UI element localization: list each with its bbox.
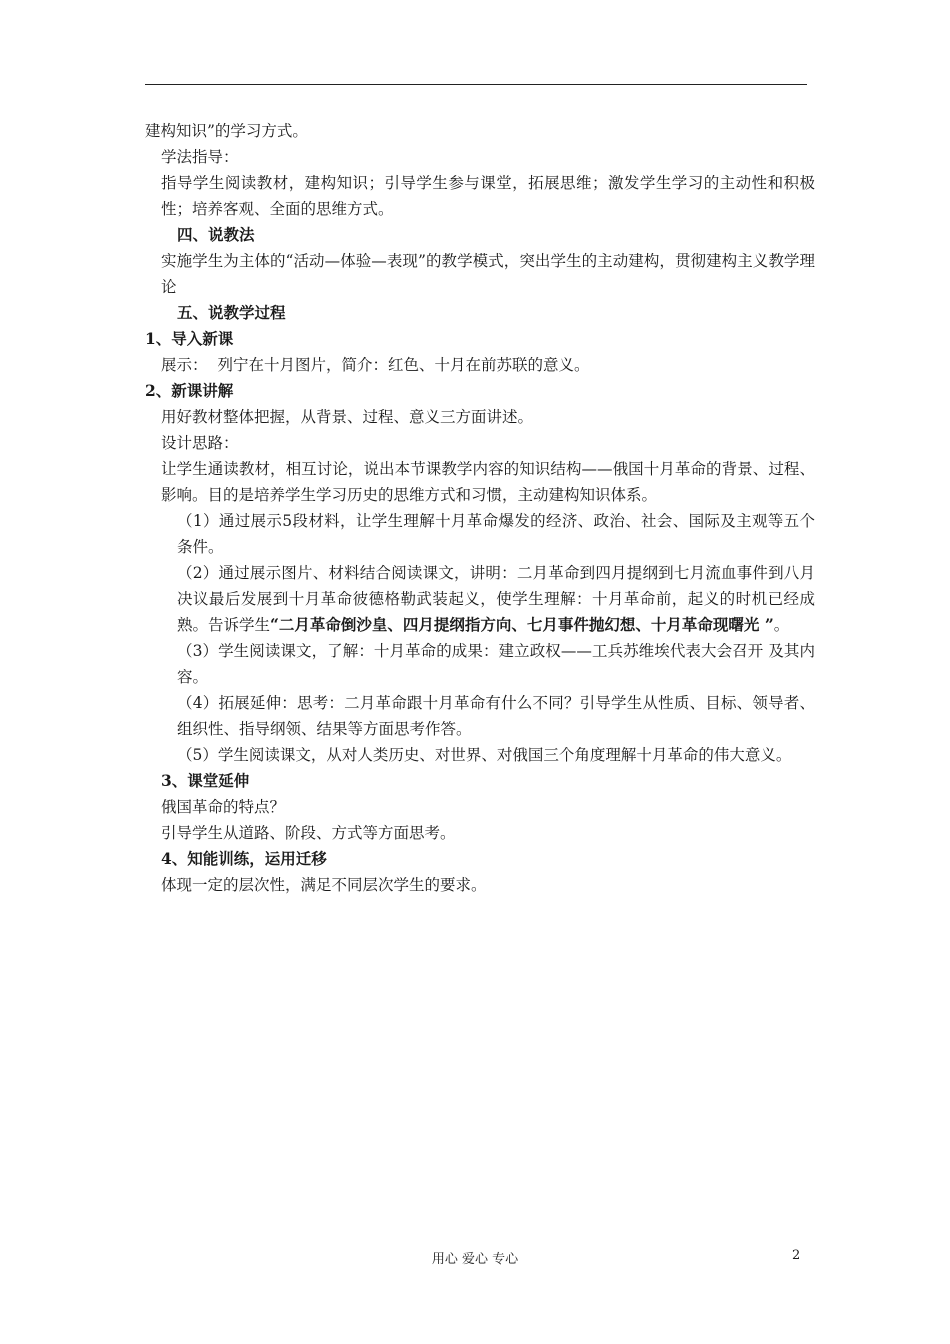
list-item: （4）拓展延伸：思考：二月革命跟十月革命有什么不同？引导学生从性质、目标、领导者、组织性、指导纲领、结果等方面思考作答。 (177, 694, 815, 738)
step-heading-3: 3、课堂延伸 (161, 771, 250, 790)
step-heading-2: 2、新课讲解 (145, 381, 234, 400)
list-item: （5）学生阅读课文，从对人类历史、对世界、对俄国三个角度理解十月革命的伟大意义。 (177, 746, 792, 764)
paragraph: 引导学生从道路、阶段、方式等方面思考。 (161, 824, 456, 842)
page-number: 2 (792, 1248, 801, 1263)
document-body (145, 118, 815, 898)
item-end: 。 (773, 616, 790, 634)
paragraph: 俄国革命的特点？ (161, 798, 286, 816)
paragraph: 实施学生为主体的“活动—体验—表现”的教学模式，突出学生的主动建构，贯彻建构主义教学理论 (161, 252, 815, 296)
list-item: （3）学生阅读课文，了解：十月革命的成果：建立政权——工兵苏维埃代表大会召开 及其内容。 (177, 642, 815, 686)
item-text: （2）通过展示图片、材料结合阅读课文，讲明：二月革命到四月提纲到七月流血事件到八月决议最后发展到十月革命彼德格勒武装起义，使学生理解：十月革命前，起义的时机已经成熟。告诉学生 (177, 564, 815, 634)
list-item: （1）通过展示5段材料，让学生理解十月革命爆发的经济、政治、社会、国际及主观等五个条件。 (177, 512, 815, 556)
paragraph (145, 352, 815, 378)
subheading-design: 设计思路： (161, 434, 239, 452)
paragraph: 指导学生阅读教材，建构知识；引导学生参与课堂，拓展思维；激发学生学习的主动性和积极性；培养客观、全面的思维方式。 (161, 174, 815, 218)
paragraph: 体现一定的层次性，满足不同层次学生的要求。 (161, 876, 487, 894)
item-mnemonic: “二月革命倒沙皇、四月提纲指方向、七月事件抛幻想、十月革命现曙光 ” (270, 615, 774, 634)
subheading-study-guide: 学法指导： (161, 148, 239, 166)
section-heading-5: 五、说教学过程 (177, 303, 286, 322)
paragraph: 用好教材整体把握，从背景、过程、意义三方面讲述。 (161, 408, 534, 426)
list-item (145, 560, 815, 638)
text-show: 列宁在十月图片，简介：红色、十月在前苏联的意义。 (217, 356, 590, 374)
step-heading-4: 4、知能训练，运用迁移 (161, 849, 327, 868)
header-rule (145, 84, 807, 85)
step-heading-1: 1、导入新课 (145, 329, 234, 348)
section-heading-4: 四、说教法 (177, 225, 255, 244)
paragraph: 建构知识”的学习方式。 (145, 122, 308, 140)
label-show: 展示： (161, 356, 208, 374)
paragraph: 让学生通读教材，相互讨论，说出本节课教学内容的知识结构——俄国十月革命的背景、过程、影响。目的是培养学生学习历史的思维方式和习惯，主动建构知识体系。 (161, 460, 815, 504)
footer-slogan: 用心 爱心 专心 (431, 1252, 519, 1267)
